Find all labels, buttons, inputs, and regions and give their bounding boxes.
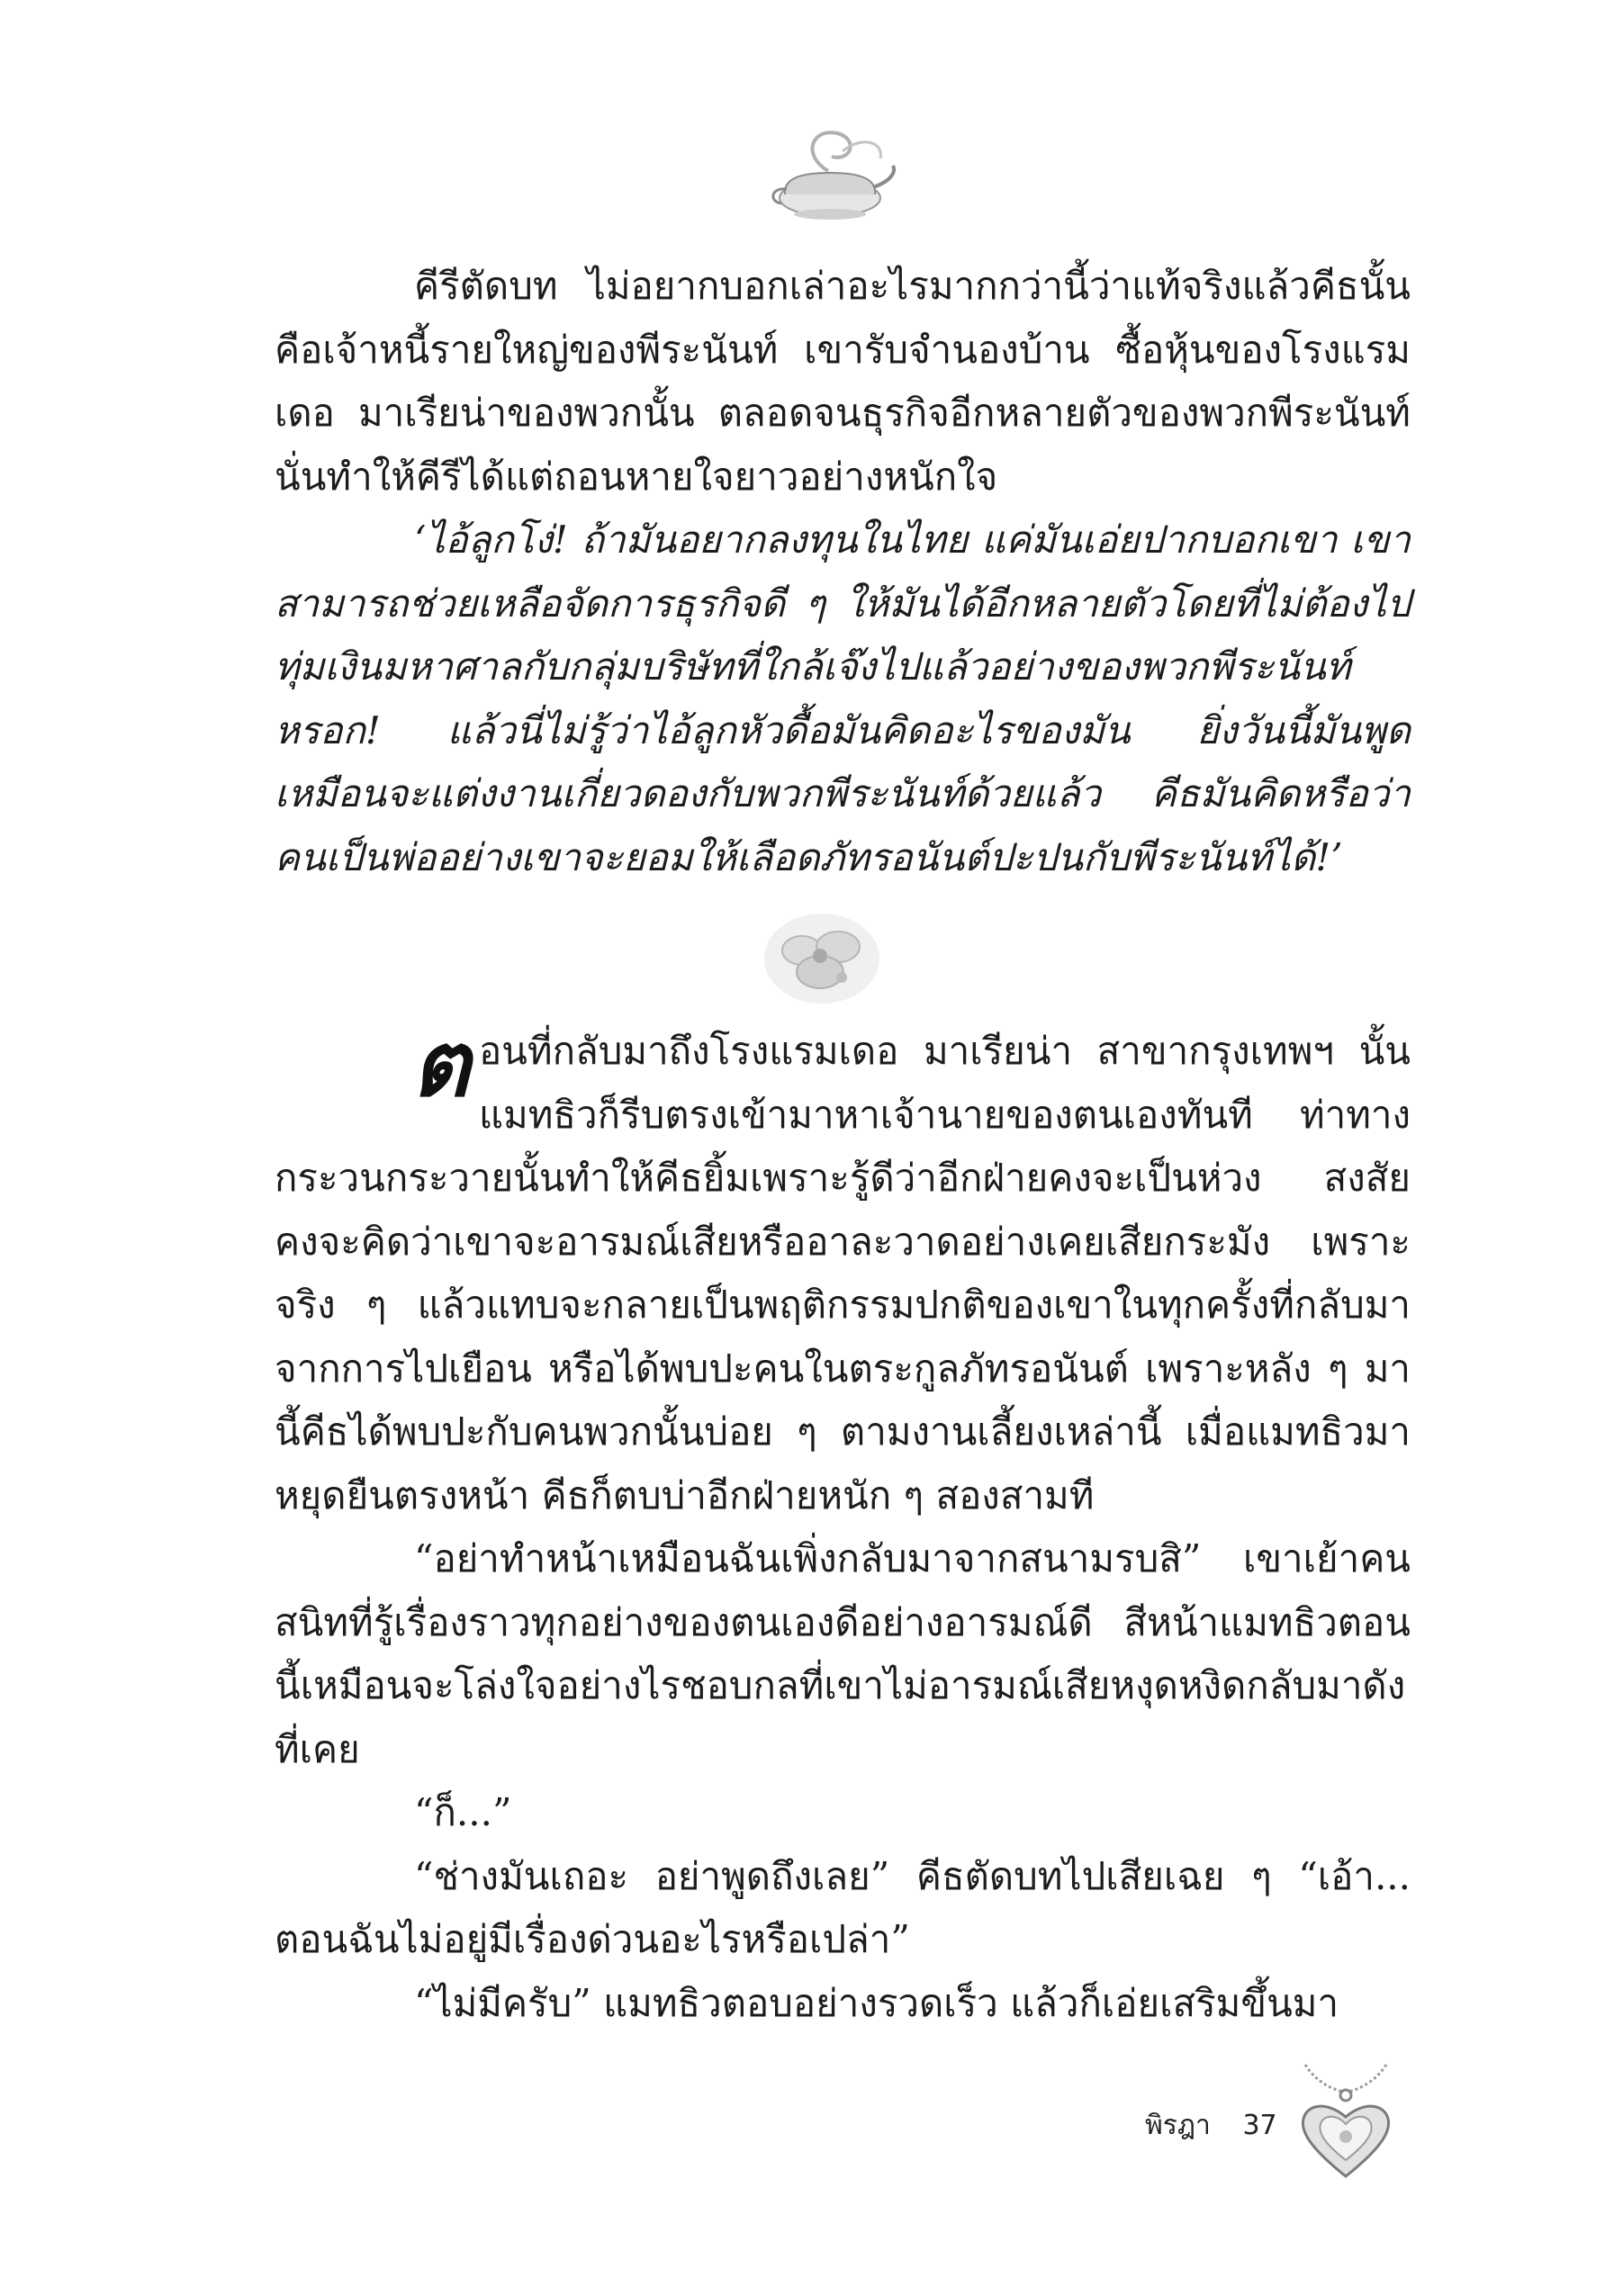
paragraph-2-quote: ‘ไอ้ลูกโง่! ถ้ามันอยากลงทุนในไทย แค่มันเอ่ยปากบอกเขา เขาสามารถช่วยเหลือจัดการธุรกิจดี ๆ ให้มันได้อีกหลายตัวโดยที่ไม่ต้องไปทุ่มเงินมหาศาลกับกลุ่มบริษัทที่ใกล้เจ๊งไปแล้วอย่างของพวกพีระนันท์หรอก! แล้วนี่ไม่รู้ว่าไอ้ลูกหัวดื้อมันคิดอะไรของมัน ยิ่งวันนี้มันพูดเหมือนจะแต่งงานเกี่ยวดองกับพวกพีระนันท์ด้วยแล้ว คีธมันคิดหรือว่าคนเป็นพ่ออย่างเขาจะยอมให้เลือดภัทรอนันต์ปะปนกับพีระนันท์ได้!’ (275, 518, 1411, 879)
paragraph-5: “ก็...” (414, 1790, 512, 1834)
book-title: พิรฎา (1145, 2110, 1211, 2141)
paragraph-3 (275, 1011, 1411, 1527)
section-1-text (275, 255, 1411, 889)
paragraph-1: คีรีตัดบท ไม่อยากบอกเล่าอะไรมากกว่านี้ว่าแท้จริงแล้วคีธนั้นคือเจ้าหนี้รายใหญ่ของพีระนันท์ เขารับจำนองบ้าน ซื้อหุ้นของโรงแรมเดอ มาเรียน่าของพวกนั้น ตลอดจนธุรกิจอีกหลายตัวของพวกพีระนันท์ นั่นทำให้คีรีได้แต่ถอนหายใจยาวอย่างหนักใจ (275, 264, 1411, 499)
section-2-text (275, 1011, 1411, 2035)
paragraph-7: “ไม่มีครับ” แมทธิวตอบอย่างรวดเร็ว แล้วก็เอ่ยเสริมขึ้นมา (414, 1980, 1339, 2025)
page-number: 37 (1242, 2110, 1277, 2141)
paragraph-3-body: อนที่กลับมาถึงโรงแรมเดอ มาเรียน่า สาขากรุงเทพฯ นั้น แมทธิวก็รีบตรงเข้ามาหาเจ้านายของตนเองทันที ท่าทางกระวนกระวายนั้นทำให้คีธยิ้มเพราะรู้ดีว่าอีกฝ่ายคงจะเป็นห่วง สงสัยคงจะคิดว่าเขาจะอารมณ์เสียหรืออาละวาดอย่างเคยเสียกระมัง เพราะจริง ๆ แล้วแทบจะกลายเป็นพฤติกรรมปกติของเขาในทุกครั้งที่กลับมาจากการไปเยือน หรือได้พบปะคนในตระกูลภัทรอนันต์ เพราะหลัง ๆ มานี้คีธได้พบปะกับคนพวกนั้นบ่อย ๆ ตามงานเลี้ยงเหล่านี้ เมื่อแมทธิวมาหยุดยืนตรงหน้า คีธก็ตบบ่าอีกฝ่ายหนัก ๆ สองสามที (275, 1029, 1411, 1517)
page-footer (1145, 2104, 1301, 2147)
paragraph-4: “อย่าทำหน้าเหมือนฉันเพิ่งกลับมาจากสนามรบสิ” เขาเย้าคนสนิทที่รู้เรื่องราวทุกอย่างของตนเองดีอย่างอารมณ์ดี สีหน้าแมทธิวตอนนี้เหมือนจะโล่งใจอย่างไรชอบกลที่เขาไม่อารมณ์เสียหงุดหงิดกลับมาดังที่เคย (275, 1536, 1411, 1771)
paragraph-6: “ช่างมันเถอะ อย่าพูดถึงเลย” คีธตัดบทไปเสียเฉย ๆ “เอ้า... ตอนฉันไม่อยู่มีเรื่องด่วนอะไรหรือเปล่า” (275, 1853, 1411, 1961)
heart-pendant-icon (1287, 2061, 1404, 2187)
drop-cap: ต (411, 1011, 470, 1117)
flower-ornament-icon (759, 909, 885, 1008)
teapot-ornament-icon (765, 115, 900, 225)
